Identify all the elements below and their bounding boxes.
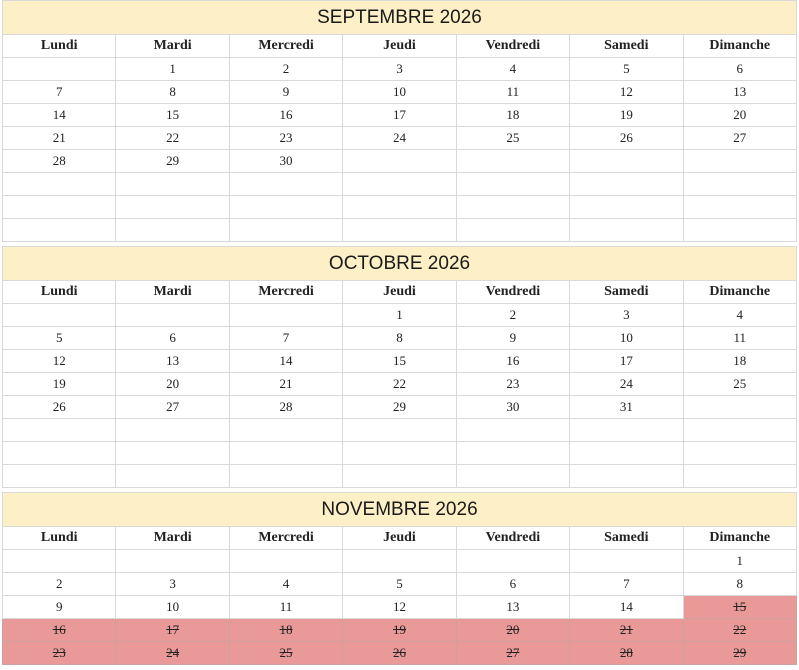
week-row xyxy=(3,81,797,104)
day-cell[interactable]: 9 xyxy=(456,327,569,350)
weekday-label: Mercredi xyxy=(229,527,342,550)
day-cell[interactable]: 20 xyxy=(116,373,229,396)
weekday-label: Mercredi xyxy=(229,35,342,58)
day-cell[interactable]: 21 xyxy=(229,373,342,396)
weekday-label: Dimanche xyxy=(683,35,796,58)
empty-day-cell xyxy=(116,173,229,196)
empty-day-cell xyxy=(570,550,683,573)
day-cell[interactable]: 14 xyxy=(3,104,116,127)
day-cell[interactable]: 19 xyxy=(3,373,116,396)
weekday-label: Mardi xyxy=(116,35,229,58)
weekday-label: Samedi xyxy=(570,281,683,304)
day-cell[interactable]: 11 xyxy=(683,327,796,350)
day-cell[interactable]: 7 xyxy=(229,327,342,350)
empty-day-cell xyxy=(683,196,796,219)
calendar-month-september xyxy=(2,0,797,242)
empty-day-cell xyxy=(3,419,116,442)
empty-day-cell xyxy=(343,550,456,573)
day-cell[interactable]: 28 xyxy=(229,396,342,419)
empty-day-cell xyxy=(3,465,116,488)
day-cell[interactable]: 3 xyxy=(343,58,456,81)
day-cell[interactable]: 31 xyxy=(570,396,683,419)
day-cell[interactable]: 17 xyxy=(343,104,456,127)
struck-day-cell[interactable]: 21 xyxy=(570,619,683,642)
day-cell[interactable]: 22 xyxy=(343,373,456,396)
weekday-header-row xyxy=(3,527,797,550)
week-row xyxy=(3,304,797,327)
day-cell[interactable]: 26 xyxy=(3,396,116,419)
day-cell[interactable]: 23 xyxy=(229,127,342,150)
struck-day-cell[interactable]: 27 xyxy=(456,642,569,665)
day-cell[interactable]: 7 xyxy=(3,81,116,104)
weekday-label: Vendredi xyxy=(456,527,569,550)
day-cell[interactable]: 10 xyxy=(116,596,229,619)
empty-day-cell xyxy=(456,442,569,465)
weekday-label: Vendredi xyxy=(456,35,569,58)
struck-day-cell[interactable]: 28 xyxy=(570,642,683,665)
empty-day-cell xyxy=(229,550,342,573)
struck-day-cell[interactable]: 25 xyxy=(229,642,342,665)
weekday-label: Mardi xyxy=(116,527,229,550)
empty-day-cell xyxy=(3,442,116,465)
day-cell[interactable]: 27 xyxy=(683,127,796,150)
empty-day-cell xyxy=(456,550,569,573)
empty-day-cell xyxy=(683,442,796,465)
day-cell[interactable]: 14 xyxy=(570,596,683,619)
week-rows xyxy=(3,304,797,488)
empty-day-cell xyxy=(343,442,456,465)
day-cell[interactable]: 10 xyxy=(570,327,683,350)
week-row xyxy=(3,58,797,81)
week-row xyxy=(3,373,797,396)
day-cell[interactable]: 12 xyxy=(3,350,116,373)
week-rows xyxy=(3,550,797,665)
day-cell[interactable]: 9 xyxy=(229,81,342,104)
empty-day-cell xyxy=(116,550,229,573)
weekday-header-row xyxy=(3,281,797,304)
weekday-label: Jeudi xyxy=(343,281,456,304)
empty-day-cell xyxy=(3,304,116,327)
day-cell[interactable]: 30 xyxy=(456,396,569,419)
day-cell[interactable]: 13 xyxy=(456,596,569,619)
month-title: SEPTEMBRE 2026 xyxy=(3,1,797,35)
week-row xyxy=(3,127,797,150)
day-cell[interactable]: 15 xyxy=(116,104,229,127)
empty-day-cell xyxy=(683,419,796,442)
empty-day-cell xyxy=(683,219,796,242)
empty-day-cell xyxy=(683,465,796,488)
empty-day-cell xyxy=(3,550,116,573)
day-cell[interactable]: 30 xyxy=(229,150,342,173)
day-cell[interactable]: 1 xyxy=(343,304,456,327)
day-cell[interactable]: 16 xyxy=(229,104,342,127)
day-cell[interactable]: 6 xyxy=(683,58,796,81)
week-row xyxy=(3,104,797,127)
week-row xyxy=(3,642,797,665)
day-cell[interactable]: 11 xyxy=(229,596,342,619)
empty-day-cell xyxy=(116,304,229,327)
empty-day-cell xyxy=(570,219,683,242)
day-cell[interactable]: 9 xyxy=(3,596,116,619)
week-row xyxy=(3,350,797,373)
week-row xyxy=(3,442,797,465)
day-cell[interactable]: 12 xyxy=(343,596,456,619)
day-cell[interactable]: 29 xyxy=(343,396,456,419)
empty-day-cell xyxy=(116,419,229,442)
day-cell[interactable]: 5 xyxy=(343,573,456,596)
weekday-header-row xyxy=(3,35,797,58)
empty-day-cell xyxy=(116,442,229,465)
day-cell[interactable]: 11 xyxy=(456,81,569,104)
weekday-label: Lundi xyxy=(3,35,116,58)
empty-day-cell xyxy=(229,196,342,219)
day-cell[interactable]: 18 xyxy=(456,104,569,127)
day-cell[interactable]: 17 xyxy=(570,350,683,373)
empty-day-cell xyxy=(683,173,796,196)
day-cell[interactable]: 28 xyxy=(3,150,116,173)
empty-day-cell xyxy=(229,419,342,442)
day-cell[interactable]: 8 xyxy=(343,327,456,350)
day-cell[interactable]: 7 xyxy=(570,573,683,596)
weekday-label: Dimanche xyxy=(683,281,796,304)
day-cell[interactable]: 5 xyxy=(3,327,116,350)
weekday-label: Lundi xyxy=(3,527,116,550)
week-row xyxy=(3,196,797,219)
day-cell[interactable]: 2 xyxy=(3,573,116,596)
empty-day-cell xyxy=(229,465,342,488)
day-cell[interactable]: 26 xyxy=(570,127,683,150)
empty-day-cell xyxy=(570,150,683,173)
week-row xyxy=(3,596,797,619)
weekday-label: Samedi xyxy=(570,35,683,58)
day-cell[interactable]: 8 xyxy=(683,573,796,596)
week-row xyxy=(3,465,797,488)
calendar-month-november xyxy=(2,492,797,665)
day-cell[interactable]: 21 xyxy=(3,127,116,150)
weekday-label: Dimanche xyxy=(683,527,796,550)
week-row xyxy=(3,419,797,442)
week-row xyxy=(3,219,797,242)
empty-day-cell xyxy=(456,150,569,173)
weekday-label: Vendredi xyxy=(456,281,569,304)
empty-day-cell xyxy=(116,465,229,488)
day-cell[interactable]: 16 xyxy=(456,350,569,373)
empty-day-cell xyxy=(116,219,229,242)
day-cell[interactable]: 3 xyxy=(116,573,229,596)
struck-day-cell[interactable]: 15 xyxy=(683,596,796,619)
empty-day-cell xyxy=(570,196,683,219)
week-row xyxy=(3,327,797,350)
empty-day-cell xyxy=(570,173,683,196)
empty-day-cell xyxy=(343,219,456,242)
weekday-label: Mercredi xyxy=(229,281,342,304)
struck-day-cell[interactable]: 19 xyxy=(343,619,456,642)
weekday-label: Jeudi xyxy=(343,527,456,550)
empty-day-cell xyxy=(3,196,116,219)
day-cell[interactable]: 10 xyxy=(343,81,456,104)
day-cell[interactable]: 25 xyxy=(683,373,796,396)
empty-day-cell xyxy=(3,58,116,81)
day-cell[interactable]: 18 xyxy=(683,350,796,373)
week-row xyxy=(3,619,797,642)
empty-day-cell xyxy=(456,419,569,442)
empty-day-cell xyxy=(229,442,342,465)
day-cell[interactable]: 6 xyxy=(456,573,569,596)
empty-day-cell xyxy=(343,465,456,488)
struck-day-cell[interactable]: 20 xyxy=(456,619,569,642)
day-cell[interactable]: 13 xyxy=(116,350,229,373)
day-cell[interactable]: 5 xyxy=(570,58,683,81)
day-cell[interactable]: 20 xyxy=(683,104,796,127)
day-cell[interactable]: 8 xyxy=(116,81,229,104)
calendar-month-october xyxy=(2,246,797,488)
struck-day-cell[interactable]: 23 xyxy=(3,642,116,665)
struck-day-cell[interactable]: 17 xyxy=(116,619,229,642)
day-cell[interactable]: 4 xyxy=(683,304,796,327)
struck-day-cell[interactable]: 18 xyxy=(229,619,342,642)
empty-day-cell xyxy=(3,173,116,196)
empty-day-cell xyxy=(570,465,683,488)
empty-day-cell xyxy=(343,150,456,173)
empty-day-cell xyxy=(456,465,569,488)
day-cell[interactable]: 27 xyxy=(116,396,229,419)
day-cell[interactable]: 24 xyxy=(343,127,456,150)
struck-day-cell[interactable]: 22 xyxy=(683,619,796,642)
empty-day-cell xyxy=(343,196,456,219)
day-cell[interactable]: 15 xyxy=(343,350,456,373)
week-row xyxy=(3,550,797,573)
day-cell[interactable]: 22 xyxy=(116,127,229,150)
day-cell[interactable]: 13 xyxy=(683,81,796,104)
empty-day-cell xyxy=(229,173,342,196)
day-cell[interactable]: 25 xyxy=(456,127,569,150)
week-row xyxy=(3,396,797,419)
day-cell[interactable]: 23 xyxy=(456,373,569,396)
struck-day-cell[interactable]: 29 xyxy=(683,642,796,665)
struck-day-cell[interactable]: 26 xyxy=(343,642,456,665)
day-cell[interactable]: 3 xyxy=(570,304,683,327)
day-cell[interactable]: 1 xyxy=(116,58,229,81)
struck-day-cell[interactable]: 16 xyxy=(3,619,116,642)
day-cell[interactable]: 2 xyxy=(456,304,569,327)
day-cell[interactable]: 4 xyxy=(229,573,342,596)
weekday-label: Samedi xyxy=(570,527,683,550)
day-cell[interactable]: 19 xyxy=(570,104,683,127)
day-cell[interactable]: 29 xyxy=(116,150,229,173)
empty-day-cell xyxy=(229,304,342,327)
weekday-label: Lundi xyxy=(3,281,116,304)
day-cell[interactable]: 4 xyxy=(456,58,569,81)
empty-day-cell xyxy=(456,173,569,196)
empty-day-cell xyxy=(456,196,569,219)
empty-day-cell xyxy=(570,442,683,465)
empty-day-cell xyxy=(3,219,116,242)
week-rows xyxy=(3,58,797,242)
day-cell[interactable]: 1 xyxy=(683,550,796,573)
weekday-label: Mardi xyxy=(116,281,229,304)
week-row xyxy=(3,150,797,173)
empty-day-cell xyxy=(683,150,796,173)
empty-day-cell xyxy=(116,196,229,219)
week-row xyxy=(3,573,797,596)
empty-day-cell xyxy=(456,219,569,242)
struck-day-cell[interactable]: 24 xyxy=(116,642,229,665)
empty-day-cell xyxy=(683,396,796,419)
empty-day-cell xyxy=(343,173,456,196)
empty-day-cell xyxy=(229,219,342,242)
weekday-label: Jeudi xyxy=(343,35,456,58)
month-title: OCTOBRE 2026 xyxy=(3,247,797,281)
day-cell[interactable]: 12 xyxy=(570,81,683,104)
day-cell[interactable]: 24 xyxy=(570,373,683,396)
empty-day-cell xyxy=(343,419,456,442)
month-title: NOVEMBRE 2026 xyxy=(3,493,797,527)
day-cell[interactable]: 6 xyxy=(116,327,229,350)
week-row xyxy=(3,173,797,196)
empty-day-cell xyxy=(570,419,683,442)
day-cell[interactable]: 14 xyxy=(229,350,342,373)
day-cell[interactable]: 2 xyxy=(229,58,342,81)
